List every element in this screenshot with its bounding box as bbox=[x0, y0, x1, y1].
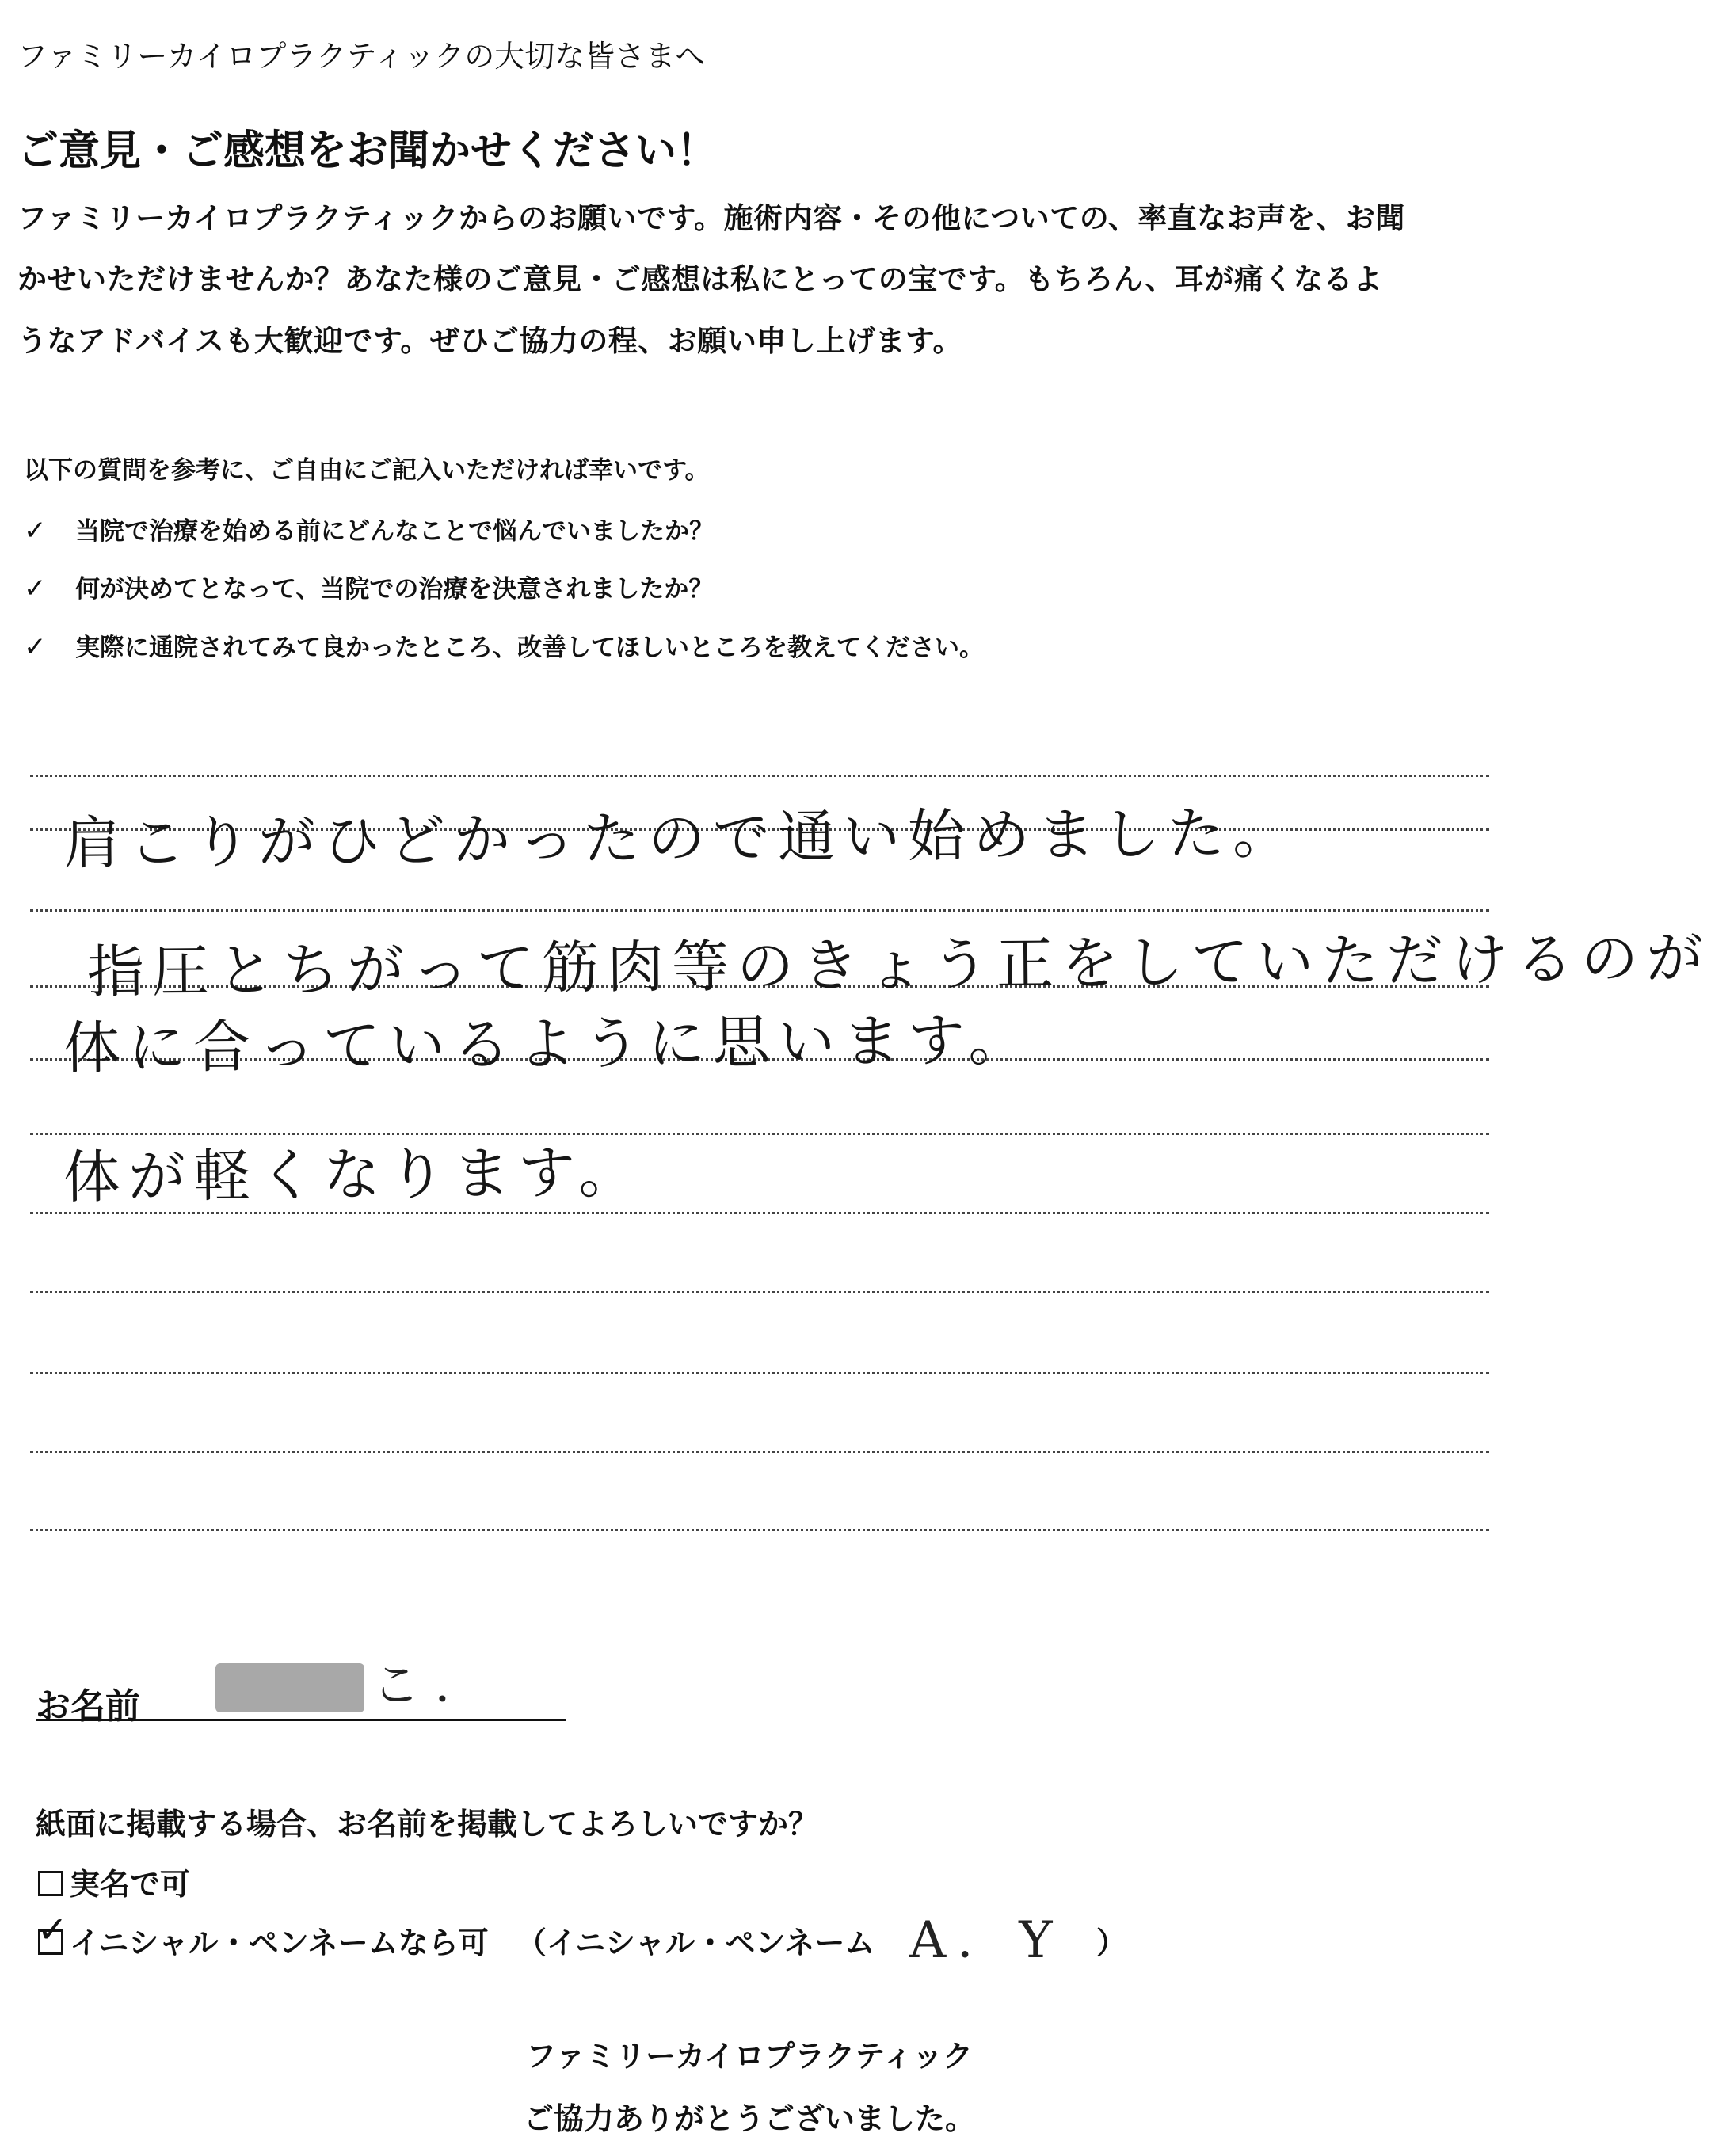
redacted-name bbox=[215, 1663, 364, 1712]
intro-line-1: ファミリーカイロプラクティックからのお願いです。施術内容・その他についての、率直なお声を、お聞 bbox=[17, 201, 1405, 235]
writing-line bbox=[30, 1212, 1489, 1214]
initials-close-paren: ） bbox=[1096, 1926, 1127, 1960]
question-item bbox=[24, 569, 713, 604]
option-real-name[interactable] bbox=[38, 1860, 190, 1903]
option-initials-label: イニシャル・ペンネームなら可 bbox=[70, 1926, 489, 1960]
writing-line bbox=[30, 1529, 1489, 1531]
name-label: お名前 bbox=[36, 1686, 140, 1727]
question-prompt: 以下の質問を参考に、ご自由にご記入いただければ幸いです。 bbox=[24, 456, 710, 485]
handwritten-line: 指圧とちがって筋肉等のきょう正をしていただけるのが bbox=[86, 924, 1711, 1005]
question-item bbox=[24, 511, 714, 547]
name-underline bbox=[36, 1719, 566, 1721]
footer-thanks: ご協力ありがとうございました。 bbox=[523, 2101, 975, 2136]
page-title: ご意見・ご感想をお聞かせください！ bbox=[17, 128, 718, 175]
writing-line bbox=[30, 1451, 1489, 1453]
writing-line bbox=[30, 1291, 1489, 1293]
writing-line bbox=[30, 909, 1489, 912]
question-text: 実際に通院されてみて良かったところ、改善してほしいところを教えてください。 bbox=[75, 634, 984, 662]
footer-organization: ファミリーカイロプラクティック bbox=[525, 2039, 974, 2074]
addressee-line: ファミリーカイロプラクティックの大切な皆さまへ bbox=[17, 39, 706, 74]
option-real-name-label: 実名で可 bbox=[70, 1867, 191, 1902]
option-initials[interactable] bbox=[37, 1908, 875, 1962]
check-icon: ✓ bbox=[37, 1908, 68, 1951]
real-name-checkbox[interactable] bbox=[38, 1871, 63, 1896]
check-icon: ✓ bbox=[24, 515, 47, 547]
check-icon: ✓ bbox=[24, 631, 47, 663]
initials-checkbox[interactable] bbox=[37, 1908, 68, 1955]
handwritten-line: 体に合っているように思います。 bbox=[63, 1006, 1034, 1082]
handwritten-line: 肩こりがひどかったので通い始めました。 bbox=[63, 799, 1298, 877]
initials-value: A．Y bbox=[909, 1911, 1064, 1970]
writing-line bbox=[30, 775, 1489, 777]
writing-line bbox=[30, 1372, 1489, 1374]
question-item bbox=[24, 627, 984, 663]
name-scrawl: こ ． bbox=[372, 1658, 483, 1713]
publish-question: 紙面に掲載する場合、お名前を掲載してよろしいですか？ bbox=[36, 1807, 819, 1842]
intro-line-2: かせいただけませんか？あなた様のご意見・ご感想は私にとっての宝です。もちろん、耳が痛くなるよ bbox=[17, 262, 1383, 296]
check-icon: ✓ bbox=[24, 573, 47, 604]
handwritten-line: 体が軽くなります。 bbox=[63, 1138, 644, 1211]
question-text: 何が決めてとなって、当院での治療を決意されましたか？ bbox=[75, 575, 714, 604]
intro-line-3: うなアドバイスも大歓迎です。ぜひご協力の程、お願い申し上げます。 bbox=[17, 324, 962, 358]
initials-field-label: （イニシャル・ペンネーム bbox=[516, 1926, 875, 1960]
question-text: 当院で治療を始める前にどんなことで悩んでいましたか？ bbox=[75, 517, 714, 546]
